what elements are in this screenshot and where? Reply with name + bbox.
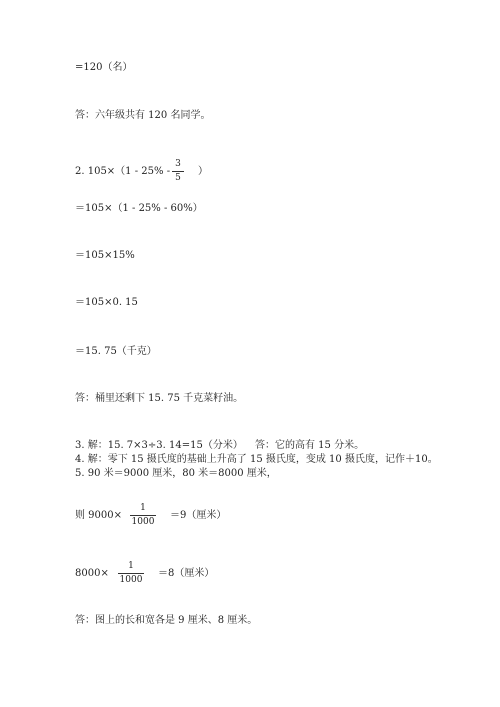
problem-4-solution: 4. 解：零下 15 摄氏度的基础上升高了 15 摄氏度，变成 10 摄氏度，记作＋10。 xyxy=(75,454,438,465)
answer-3: 答：它的高有 15 分米。 xyxy=(255,440,365,451)
fraction-denominator: 5 xyxy=(175,173,181,183)
answer-1: 答：六年级共有 120 名同学。 xyxy=(75,110,211,121)
problem-5-step-2-result: ＝8（厘米） xyxy=(158,568,215,579)
step-result-line: =120（名） xyxy=(75,62,133,73)
fraction-1-1000 xyxy=(130,503,156,528)
problem-3-solution: 3. 解：15. 7×3÷3. 14=15（分米） xyxy=(75,440,243,451)
problem-5-step-1: 则 9000× xyxy=(75,510,123,521)
fraction-numerator: 1 xyxy=(140,503,146,513)
fraction-numerator: 1 xyxy=(128,561,134,571)
answer-2: 答：桶里还剩下 15. 75 千克菜籽油。 xyxy=(75,393,244,404)
problem-2-close-paren: ） xyxy=(198,166,208,177)
step-line: ＝105×15% xyxy=(75,250,135,261)
answer-5: 答：图上的长和宽各是 9 厘米、8 厘米。 xyxy=(75,615,258,626)
step-line: ＝15. 75（千克） xyxy=(75,346,157,357)
fraction-numerator: 3 xyxy=(175,159,181,169)
fraction-3-5 xyxy=(172,159,184,184)
step-line: ＝105×0. 15 xyxy=(75,297,138,308)
problem-2-expression: 2. 105×（1 - 25% - xyxy=(75,166,171,177)
fraction-denominator: 1000 xyxy=(131,517,155,527)
problem-5-step-2: 8000× xyxy=(75,568,109,579)
problem-5-step-1-result: ＝9（厘米） xyxy=(170,510,227,521)
fraction-1-1000 xyxy=(118,561,144,586)
problem-5-conversion: 5. 90 米＝9000 厘米，80 米＝8000 厘米， xyxy=(75,468,277,479)
step-line: ＝105×（1 - 25% - 60%） xyxy=(75,203,203,214)
fraction-denominator: 1000 xyxy=(119,575,143,585)
